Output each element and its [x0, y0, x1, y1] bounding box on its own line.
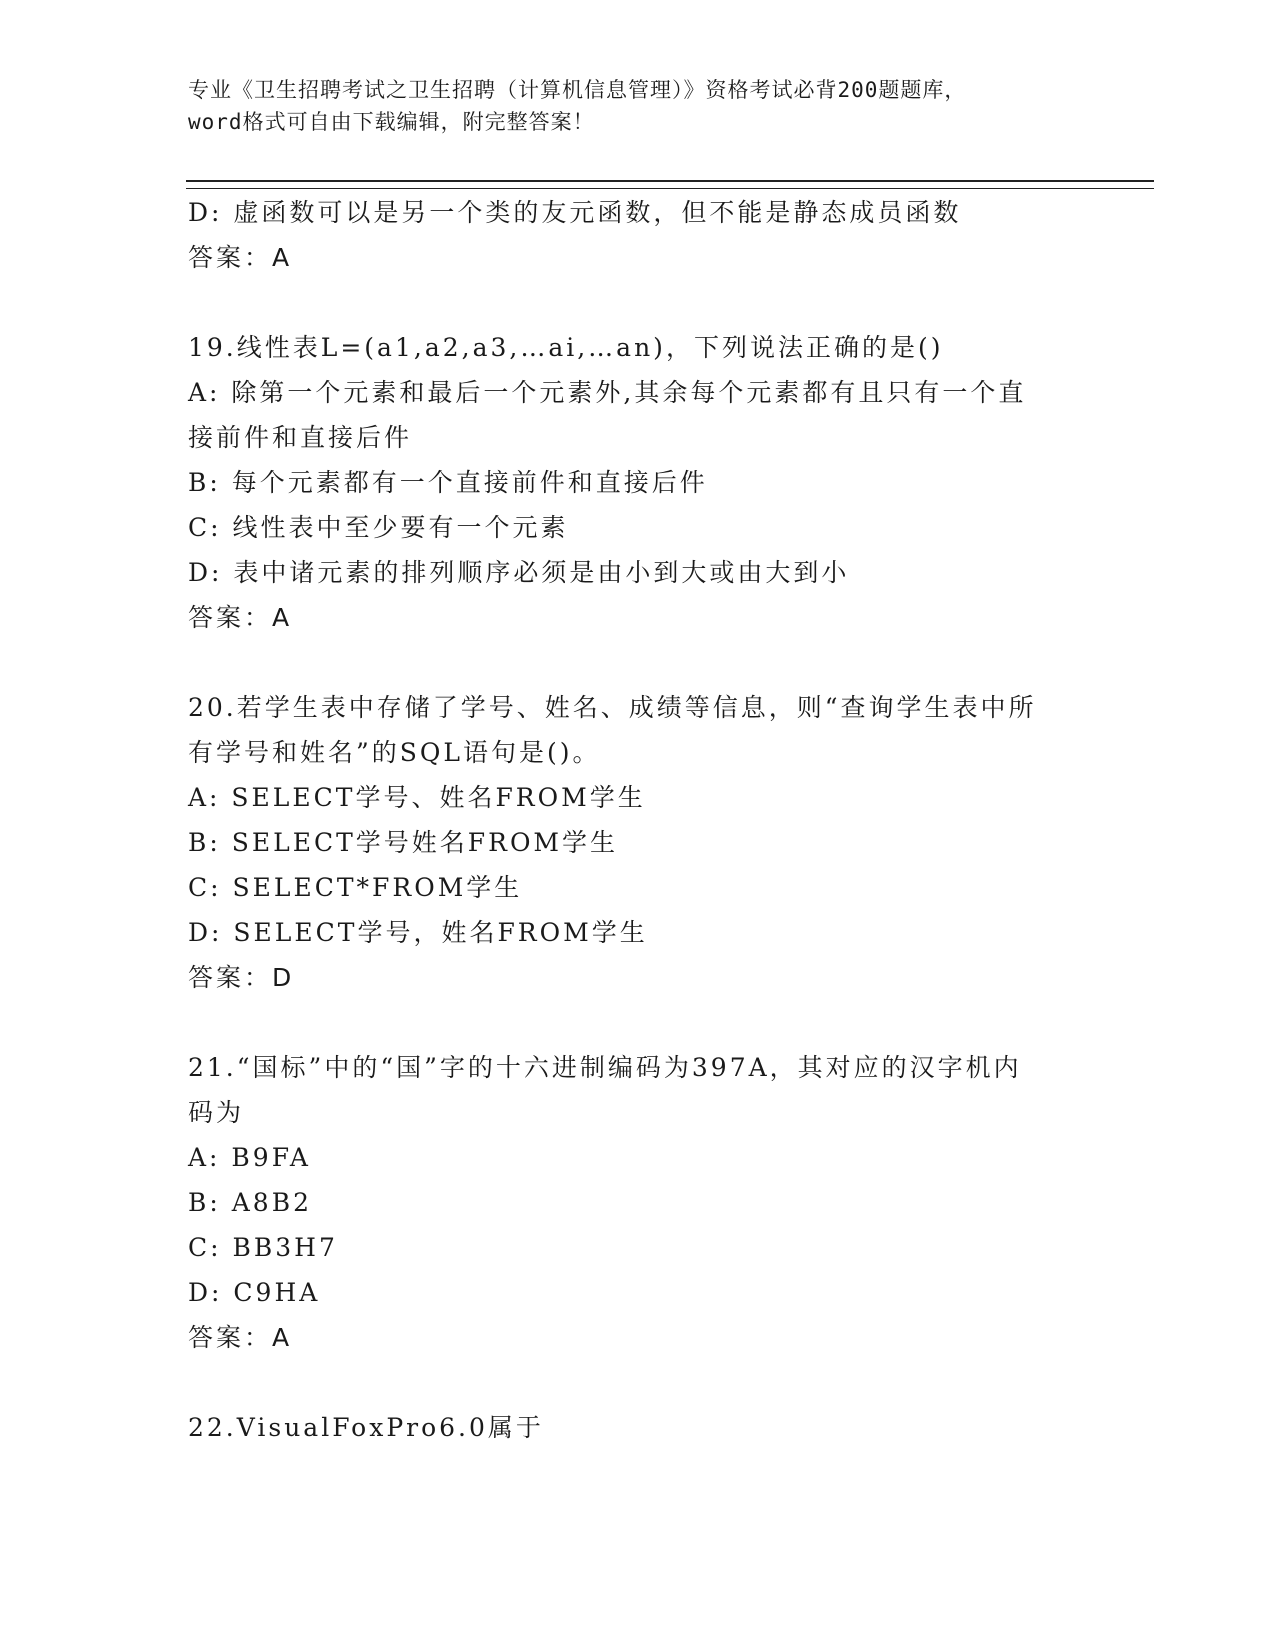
option-a-continued: 接前件和直接后件 — [188, 423, 413, 452]
question-22 — [188, 1405, 1088, 1450]
spacer — [188, 280, 1088, 325]
option-c: C: 线性表中至少要有一个元素 — [188, 513, 569, 542]
question-19 — [188, 325, 1088, 640]
spacer — [188, 1000, 1088, 1045]
option-d: D: 表中诸元素的排列顺序必须是由小到大或由大到小 — [188, 558, 850, 587]
question-text: 20.若学生表中存储了学号、姓名、成绩等信息，则“查询学生表中所 — [188, 693, 1037, 722]
option-d: D: SELECT学号，姓名FROM学生 — [188, 918, 648, 947]
option-d: D: C9HA — [188, 1278, 321, 1307]
question-text-continued: 有学号和姓名”的SQL语句是()。 — [188, 738, 601, 767]
question-text-continued: 码为 — [188, 1098, 245, 1127]
document-header — [188, 74, 1088, 138]
question-text: 22.VisualFoxPro6.0属于 — [188, 1413, 544, 1442]
option-b: B: 每个元素都有一个直接前件和直接后件 — [188, 468, 708, 497]
option-c: C: BB3H7 — [188, 1233, 338, 1262]
option-a: A: B9FA — [188, 1143, 311, 1172]
answer: 答案：A — [188, 1323, 293, 1352]
question-18 — [188, 190, 1088, 280]
header-line-1: 专业《卫生招聘考试之卫生招聘（计算机信息管理）》资格考试必背200题题库， — [188, 78, 967, 102]
spacer — [188, 1360, 1088, 1405]
answer: 答案：D — [188, 963, 295, 992]
question-text: 21.“国标”中的“国”字的十六进制编码为397A，其对应的汉字机内 — [188, 1053, 1022, 1082]
answer: 答案：A — [188, 603, 293, 632]
question-21 — [188, 1045, 1088, 1360]
option-a: A: SELECT学号、姓名FROM学生 — [188, 783, 646, 812]
option-b: B: SELECT学号姓名FROM学生 — [188, 828, 619, 857]
header-divider — [186, 180, 1154, 189]
option-b: B: A8B2 — [188, 1188, 312, 1217]
header-line-2: word格式可自由下载编辑，附完整答案！ — [188, 110, 595, 134]
question-text: 19.线性表L=(a1,a2,a3,…ai,…an)，下列说法正确的是() — [188, 333, 944, 362]
question-20 — [188, 685, 1088, 1000]
spacer — [188, 640, 1088, 685]
answer: 答案：A — [188, 243, 293, 272]
option-c: C: SELECT*FROM学生 — [188, 873, 523, 902]
question-list — [188, 190, 1088, 1450]
option-a: A: 除第一个元素和最后一个元素外,其余每个元素都有且只有一个直 — [188, 378, 1027, 407]
option-d: D: 虚函数可以是另一个类的友元函数，但不能是静态成员函数 — [188, 198, 962, 227]
